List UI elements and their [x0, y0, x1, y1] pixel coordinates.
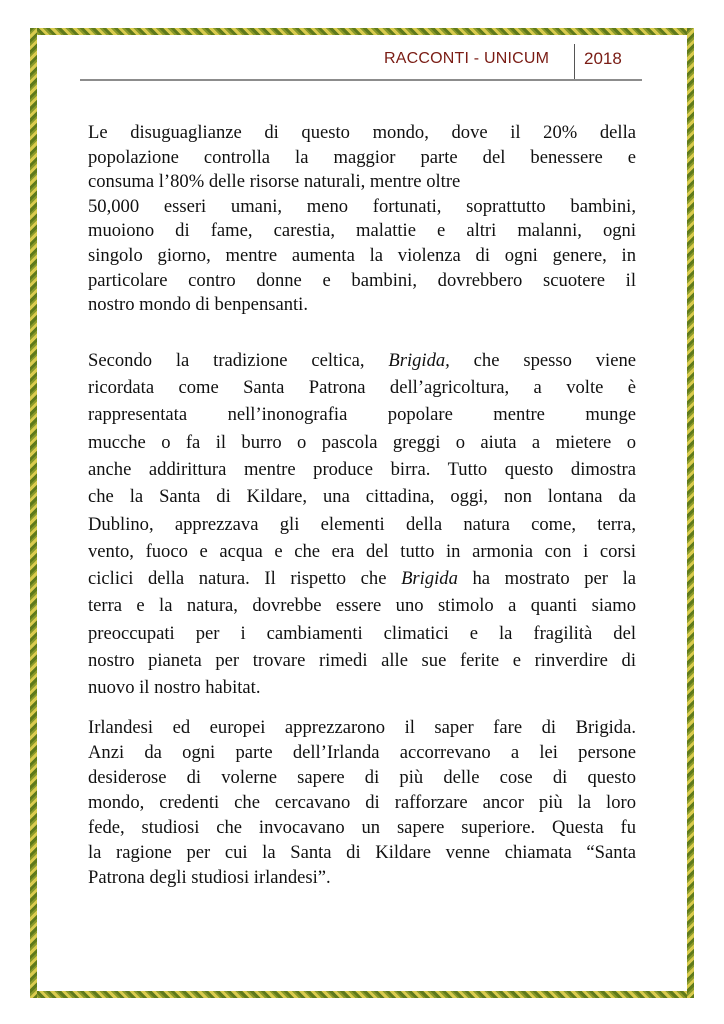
text-segment: Secondo la tradizione celtica,: [88, 349, 389, 371]
text-line: [88, 219, 636, 244]
text-line: [88, 429, 636, 456]
text-segment: che spesso viene: [449, 349, 636, 371]
text-line: [88, 815, 636, 840]
text-segment: ricordata come Santa Patrona dell’agricoltura, a volte è: [88, 377, 636, 399]
text-segment: muoiono di fame, carestia, malattie e altri malanni, ogni: [88, 220, 636, 242]
text-segment: mondo, credenti che cercavano di rafforzare ancor più la loro: [88, 791, 636, 813]
text-segment: ha mostrato per la: [457, 568, 636, 590]
text-segment: popolazione controlla la maggior parte del benessere e: [88, 146, 636, 168]
page-border-top: [30, 28, 694, 35]
text-line: [88, 865, 636, 890]
text-segment: che la Santa di Kildare, una cittadina, oggi, non lontana da: [88, 486, 636, 508]
text-segment: fede, studiosi che invocavano un sapere superiore. Questa fu: [88, 816, 636, 838]
text-line: [88, 565, 636, 592]
header-year: 2018: [584, 49, 622, 68]
text-line: [88, 401, 636, 428]
text-segment: rappresentata nell’inonografia popolare mentre munge: [88, 404, 636, 426]
text-line: [88, 620, 636, 647]
text-line: [88, 483, 636, 510]
text-segment: preoccupati per i cambiamenti climatici e la fragilità del: [88, 622, 636, 644]
text-line: [88, 740, 636, 765]
text-segment: particolare contro donne e bambini, dovrebbero scuotere il: [88, 269, 636, 291]
text-segment: consuma l’80% delle risorse naturali, mentre oltre: [88, 171, 461, 193]
header-separator: [574, 44, 575, 81]
text-segment: la ragione per cui la Santa di Kildare venne chiamata “Santa: [88, 841, 636, 863]
text-line: [88, 674, 636, 701]
text-segment: anche addirittura mentre produce birra. Tutto questo dimostra: [88, 458, 636, 480]
text-segment: vento, fuoco e acqua e che era del tutto in armonia con i corsi: [88, 540, 636, 562]
text-line: [88, 840, 636, 865]
text-line: [88, 538, 636, 565]
text-segment: mucche o fa il burro o pascola greggi o aiuta a mietere o: [88, 431, 636, 453]
text-line: [88, 121, 636, 146]
text-line: [88, 511, 636, 538]
text-segment: Irlandesi ed europei apprezzarono il saper fare di Brigida.: [88, 716, 636, 738]
paragraph: [88, 347, 636, 702]
text-segment: nostro pianeta per trovare rimedi alle sue ferite e rinverdire di: [88, 650, 636, 672]
text-line: [88, 347, 636, 374]
header-title: RACCONTI - UNICUM: [384, 50, 550, 67]
paragraph: [88, 715, 636, 890]
text-segment: desiderose di volerne sapere di più delle cose di questo: [88, 766, 636, 788]
text-line: [88, 765, 636, 790]
text-line: [88, 374, 636, 401]
body-text: [88, 121, 636, 890]
text-line: [88, 592, 636, 619]
text-segment: singolo giorno, mentre aumenta la violenza di ogni genere, in: [88, 244, 636, 266]
text-line: [88, 715, 636, 740]
italic-text: Brigida,: [388, 349, 450, 371]
text-segment: 50,000 esseri umani, meno fortunati, soprattutto bambini,: [88, 195, 636, 217]
text-segment: nostro mondo di benpensanti.: [88, 294, 309, 316]
text-line: [88, 269, 636, 294]
paragraph: [88, 121, 636, 318]
text-segment: nuovo il nostro habitat.: [88, 677, 261, 699]
text-segment: Le disuguaglianze di questo mondo, dove il 20% della: [88, 122, 636, 143]
text-line: [88, 146, 636, 171]
text-segment: Patrona degli studiosi irlandesi”.: [88, 866, 331, 888]
text-segment: Dublino, apprezzava gli elementi della natura come, terra,: [88, 513, 636, 535]
italic-text: Brigida: [401, 568, 458, 590]
text-line: [88, 170, 636, 195]
page-border-right: [687, 28, 694, 998]
text-line: [88, 647, 636, 674]
text-line: [88, 244, 636, 269]
text-segment: ciclici della natura. Il rispetto che: [88, 568, 402, 590]
text-line: [88, 195, 636, 220]
page-border-bottom: [30, 991, 694, 998]
text-segment: Anzi da ogni parte dell’Irlanda accorrevano a lei persone: [88, 741, 636, 763]
text-line: [88, 293, 636, 318]
text-segment: terra e la natura, dovrebbe essere uno stimolo a quanti siamo: [88, 595, 636, 617]
text-line: [88, 790, 636, 815]
text-line: [88, 456, 636, 483]
page-border-left: [30, 28, 37, 998]
header-rule: [80, 79, 642, 81]
